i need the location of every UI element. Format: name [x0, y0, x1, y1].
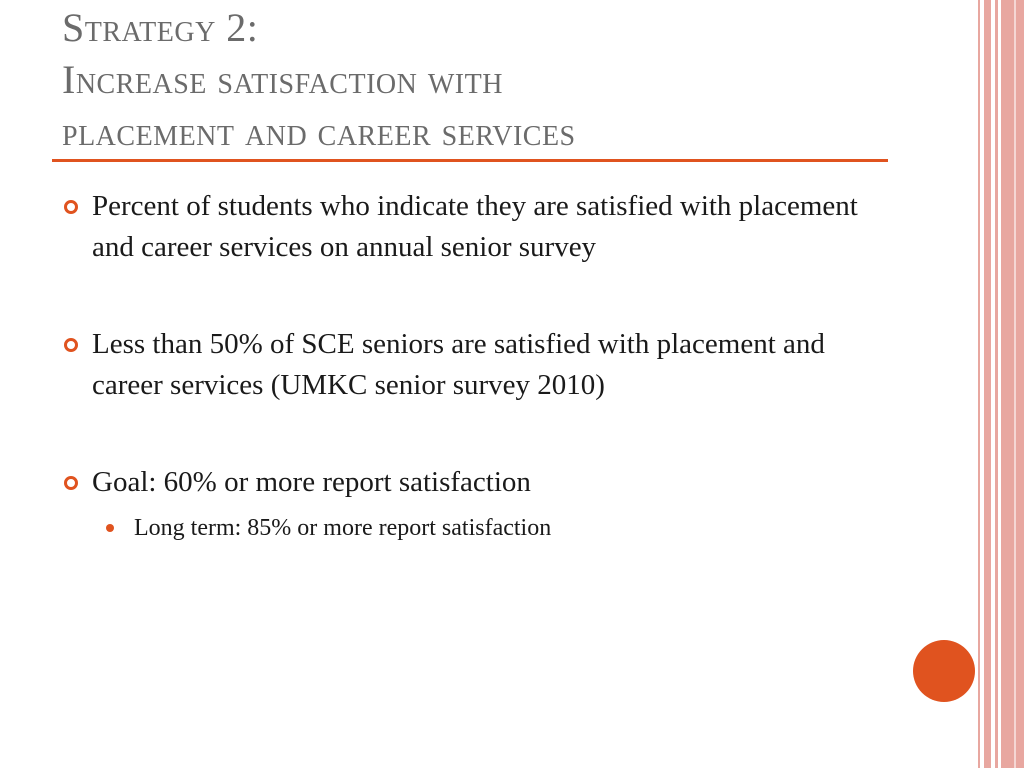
title-line: placement and career services	[62, 109, 576, 154]
side-stripe-highlight	[1014, 0, 1016, 768]
hollow-circle-icon	[64, 476, 78, 490]
bullet-text: Percent of students who indicate they are satisfied with placement and career services on annual senior survey	[92, 190, 858, 263]
side-stripe	[978, 0, 980, 768]
title-line: Increase satisfaction with	[62, 57, 503, 102]
bullet-item	[62, 462, 862, 545]
bullet-text: Goal: 60% or more report satisfaction	[92, 466, 531, 498]
hollow-circle-icon	[64, 200, 78, 214]
subbullet-item	[92, 511, 862, 545]
side-stripe	[995, 0, 998, 768]
orange-circle-icon	[913, 640, 975, 702]
hollow-circle-icon	[64, 338, 78, 352]
bullet-item	[62, 186, 862, 268]
slide-title	[62, 2, 882, 158]
side-stripe	[984, 0, 991, 768]
bullet-text: Less than 50% of SCE seniors are satisfied with placement and career services (UMKC senior survey 2010)	[92, 328, 825, 401]
bullet-item	[62, 324, 862, 406]
subbullet-text: Long term: 85% or more report satisfaction	[134, 515, 552, 541]
filled-dot-icon	[106, 524, 114, 532]
title-underline	[52, 159, 888, 162]
bullet-list	[62, 186, 862, 545]
side-stripe	[1001, 0, 1024, 768]
title-line: Strategy 2:	[62, 5, 259, 50]
